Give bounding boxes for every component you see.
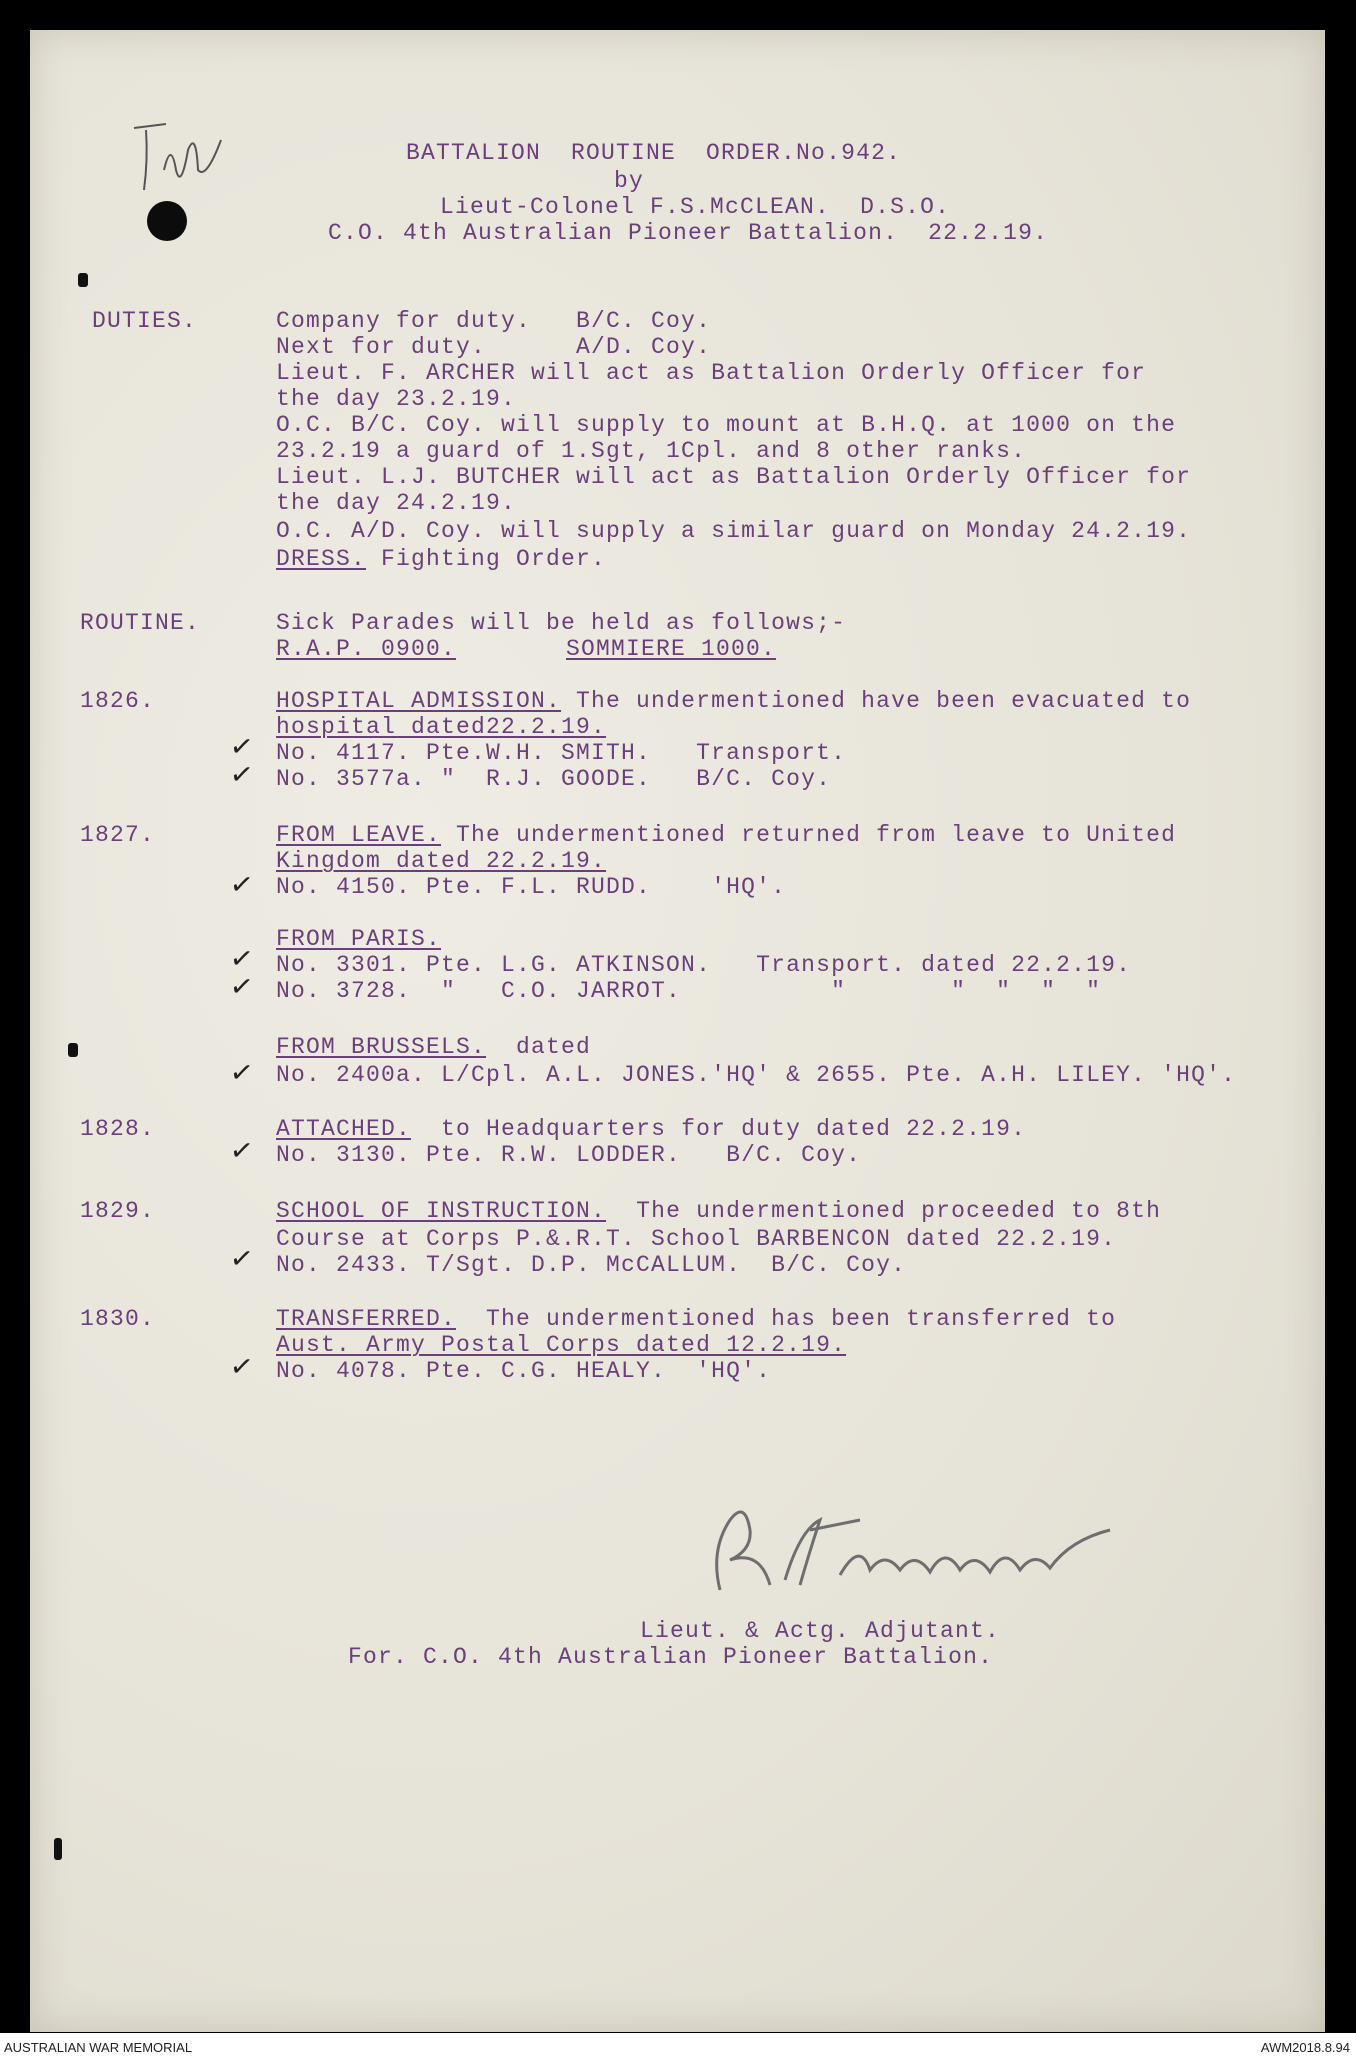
duties-line: 23.2.19 a guard of 1.Sgt, 1Cpl. and 8 other ranks. — [276, 438, 1027, 464]
order-by: by — [614, 168, 645, 194]
personnel-line: No. 4078. Pte. C.G. HEALY. 'HQ'. — [276, 1358, 772, 1384]
item-text: The undermentioned has been transferred to — [456, 1306, 1117, 1332]
item-text: dated — [486, 1034, 592, 1060]
duties-line: the day 23.2.19. — [276, 386, 517, 412]
check-mark: ✓ — [227, 1054, 256, 1091]
check-mark: ✓ — [227, 940, 256, 977]
item-heading-line — [276, 1306, 1116, 1332]
handwritten-signature — [690, 1490, 1130, 1610]
duties-line: Lieut. F. ARCHER will act as Battalion Orderly Officer for — [276, 360, 1147, 386]
personnel-line: No. 2433. T/Sgt. D.P. McCALLUM. B/C. Coy. — [276, 1252, 907, 1278]
check-mark: ✓ — [227, 866, 256, 903]
signatory-for: For. C.O. 4th Australian Pioneer Battalion. — [348, 1644, 994, 1670]
routine-sommiere: SOMMIERE 1000. — [566, 636, 777, 662]
margin-mark — [78, 273, 88, 287]
item-heading: TRANSFERRED. — [276, 1306, 457, 1332]
item-heading-line — [276, 688, 1191, 714]
margin-mark — [54, 1838, 62, 1860]
item-number: 1830. — [80, 1306, 156, 1332]
document-page — [30, 30, 1325, 2032]
item-number: 1829. — [80, 1198, 156, 1224]
check-mark: ✓ — [227, 756, 256, 793]
item-text: The undermentioned returned from leave to United — [441, 822, 1177, 848]
personnel-line: No. 4117. Pte.W.H. SMITH. Transport. — [276, 740, 847, 766]
check-mark: ✓ — [227, 728, 256, 765]
item-heading: SCHOOL OF INSTRUCTION. — [276, 1198, 607, 1224]
item-text: Course at Corps P.&.R.T. School BARBENCON dated 22.2.19. — [276, 1226, 1117, 1252]
item-number: 1828. — [80, 1116, 156, 1142]
item-heading: ATTACHED. — [276, 1116, 412, 1142]
item-text: to Headquarters for duty dated 22.2.19. — [411, 1116, 1027, 1142]
dress-value: Fighting Order. — [366, 546, 607, 572]
item-heading: FROM LEAVE. — [276, 822, 442, 848]
personnel-line: No. 2400a. L/Cpl. A.L. JONES.'HQ' & 2655. Pte. A.H. LILEY. 'HQ'. — [276, 1062, 1237, 1088]
check-mark: ✓ — [227, 1132, 256, 1169]
check-mark: ✓ — [227, 1348, 256, 1385]
routine-line: Sick Parades will be held as follows;- — [276, 610, 847, 636]
item-heading-line — [276, 1198, 1161, 1224]
item-text: Kingdom dated 22.2.19. — [276, 848, 607, 874]
item-heading-line — [276, 1116, 1026, 1142]
item-text: The undermentioned proceeded to 8th — [606, 1198, 1162, 1224]
order-commander: Lieut-Colonel F.S.McCLEAN. D.S.O. — [440, 194, 951, 220]
item-heading: FROM PARIS. — [276, 926, 442, 952]
duties-line: O.C. B/C. Coy. will supply to mount at B.H.Q. at 1000 on the — [276, 412, 1177, 438]
footer-bar — [0, 2033, 1356, 2061]
duties-line: Next for duty. A/D. Coy. — [276, 334, 712, 360]
dress-line — [276, 546, 606, 572]
handwritten-file-note — [126, 110, 236, 220]
order-unit-date: C.O. 4th Australian Pioneer Battalion. 22.2.19. — [328, 220, 1049, 246]
check-mark: ✓ — [227, 968, 256, 1005]
personnel-line: No. 4150. Pte. F.L. RUDD. 'HQ'. — [276, 874, 787, 900]
duties-line: Lieut. L.J. BUTCHER will act as Battalion Orderly Officer for — [276, 464, 1192, 490]
footer-credit: AUSTRALIAN WAR MEMORIAL — [4, 2040, 193, 2055]
duties-label: DUTIES. — [92, 308, 198, 334]
item-text: The undermentioned have been evacuated to — [561, 688, 1192, 714]
personnel-line: No. 3301. Pte. L.G. ATKINSON. Transport. dated 22.2.19. — [276, 952, 1132, 978]
item-heading-line — [276, 822, 1176, 848]
routine-rap: R.A.P. 0900. — [276, 636, 457, 662]
item-number: 1826. — [80, 688, 156, 714]
check-mark: ✓ — [227, 1240, 256, 1277]
dress-label: DRESS. — [276, 546, 367, 572]
item-heading-line — [276, 1034, 591, 1060]
item-heading: FROM BRUSSELS. — [276, 1034, 487, 1060]
routine-label: ROUTINE. — [80, 610, 201, 636]
duties-line: Company for duty. B/C. Coy. — [276, 308, 712, 334]
order-title: BATTALION ROUTINE ORDER.No.942. — [406, 140, 902, 166]
duties-line: the day 24.2.19. — [276, 490, 517, 516]
footer-accession-id: AWM2018.8.94 — [1260, 2040, 1350, 2055]
personnel-line: No. 3130. Pte. R.W. LODDER. B/C. Coy. — [276, 1142, 862, 1168]
item-number: 1827. — [80, 822, 156, 848]
item-text: hospital dated22.2.19. — [276, 714, 607, 740]
margin-mark — [68, 1043, 78, 1057]
duties-line: O.C. A/D. Coy. will supply a similar guard on Monday 24.2.19. — [276, 518, 1192, 544]
personnel-line: No. 3728. " C.O. JARROT. " " " " " — [276, 978, 1102, 1004]
item-heading: HOSPITAL ADMISSION. — [276, 688, 562, 714]
personnel-line: No. 3577a. " R.J. GOODE. B/C. Coy. — [276, 766, 832, 792]
signatory-role: Lieut. & Actg. Adjutant. — [640, 1618, 1001, 1644]
item-text: Aust. Army Postal Corps dated 12.2.19. — [276, 1332, 847, 1358]
